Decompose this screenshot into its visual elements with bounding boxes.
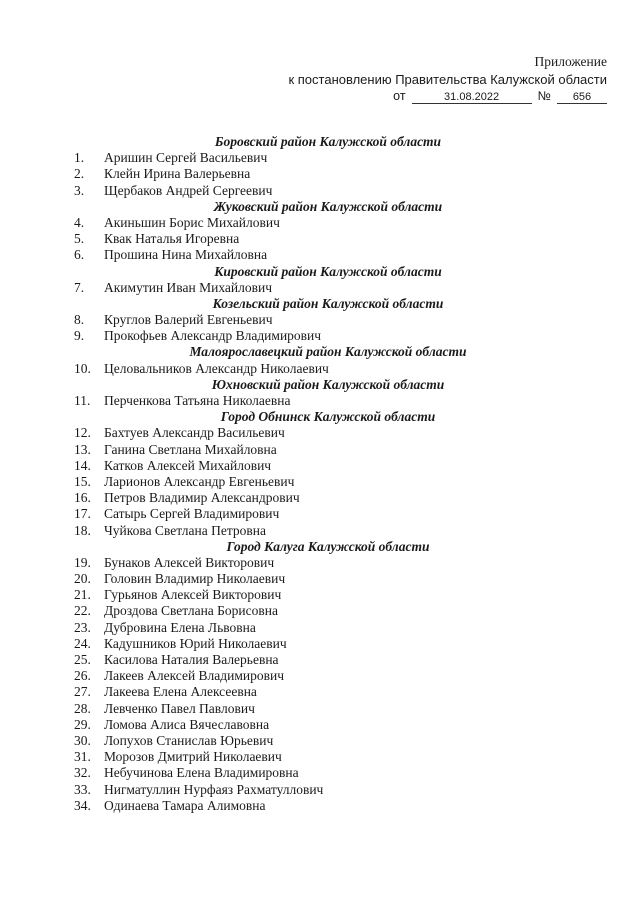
list-item xyxy=(0,620,640,636)
list-item xyxy=(0,603,640,619)
district-heading: Козельский район Калужской области xyxy=(212,295,444,311)
item-number: 34. xyxy=(74,797,91,813)
list-item xyxy=(0,668,640,684)
list-item xyxy=(0,571,640,587)
person-name: Ломова Алиса Вячеславовна xyxy=(104,716,270,732)
item-number: 15. xyxy=(74,473,91,489)
list-item xyxy=(0,425,640,441)
list-item xyxy=(0,312,640,328)
person-name: Петров Владимир Александрович xyxy=(104,490,300,506)
people-list xyxy=(0,134,640,814)
list-item xyxy=(0,166,640,182)
list-item xyxy=(0,458,640,474)
item-number: 18. xyxy=(74,522,91,538)
person-name: Акиньшин Борис Михайлович xyxy=(104,214,280,230)
person-name: Прошина Нина Михайловна xyxy=(104,247,268,263)
person-name: Перченкова Татьяна Николаевна xyxy=(104,393,291,408)
person-name: Чуйкова Светлана Петровна xyxy=(104,522,267,538)
district-heading: Боровский район Калужской области xyxy=(214,134,442,149)
list-item xyxy=(0,506,640,522)
item-number: 32. xyxy=(74,765,91,781)
person-name: Бунаков Алексей Викторович xyxy=(104,554,275,570)
item-number: 33. xyxy=(74,781,91,797)
list-item xyxy=(0,782,640,798)
item-number: 28. xyxy=(74,700,91,716)
item-number: 30. xyxy=(74,732,91,748)
person-name: Дроздова Светлана Борисовна xyxy=(104,603,278,619)
item-number: 5. xyxy=(74,231,85,247)
person-name: Целовальников Александр Николаевич xyxy=(104,360,329,376)
list-item xyxy=(0,765,640,781)
item-number: 20. xyxy=(74,571,91,587)
list-item xyxy=(0,361,640,377)
resolution-reference: к постановлению Правительства Калужской области xyxy=(288,72,607,87)
item-number: 6. xyxy=(74,247,85,263)
list-item xyxy=(0,701,640,717)
resolution-date-number xyxy=(393,88,607,104)
district-heading: Кировский район Калужской области xyxy=(214,263,442,279)
district-heading: Жуковский район Калужской области xyxy=(213,198,443,214)
item-number: 1. xyxy=(74,150,85,166)
list-item xyxy=(0,490,640,506)
list-item xyxy=(0,523,640,539)
person-name: Ганина Светлана Михайловна xyxy=(104,441,277,457)
from-label: от xyxy=(393,89,406,103)
item-number: 25. xyxy=(74,652,91,667)
resolution-number: 656 xyxy=(557,91,607,104)
item-number: 27. xyxy=(74,684,91,700)
resolution-date: 31.08.2022 xyxy=(412,91,532,104)
number-label: № xyxy=(537,89,551,103)
person-name: Небучинова Елена Владимировна xyxy=(104,765,299,781)
person-name: Аришин Сергей Васильевич xyxy=(104,150,268,166)
person-name: Одинаева Тамара Алимовна xyxy=(104,797,266,813)
list-item xyxy=(0,717,640,733)
list-item xyxy=(0,555,640,571)
list-item xyxy=(0,442,640,458)
person-name: Касилова Наталия Валерьевна xyxy=(104,652,279,667)
person-name: Клейн Ирина Валерьевна xyxy=(104,166,251,182)
person-name: Прокофьев Александр Владимирович xyxy=(104,328,322,344)
list-item xyxy=(0,733,640,749)
person-name: Бахтуев Александр Васильевич xyxy=(104,425,285,441)
list-item xyxy=(0,652,640,668)
list-item xyxy=(0,215,640,231)
item-number: 8. xyxy=(74,312,85,328)
list-item xyxy=(0,150,640,166)
list-item xyxy=(0,798,640,814)
item-number: 16. xyxy=(74,490,91,506)
person-name: Лакеев Алексей Владимирович xyxy=(104,668,285,684)
list-item xyxy=(0,749,640,765)
item-number: 14. xyxy=(74,457,91,473)
list-item xyxy=(0,247,640,263)
item-number: 13. xyxy=(74,441,91,457)
person-name: Катков Алексей Михайлович xyxy=(104,457,272,473)
person-name: Сатырь Сергей Владимирович xyxy=(104,506,280,522)
district-heading: Город Обнинск Калужской области xyxy=(220,409,436,425)
list-item xyxy=(0,474,640,490)
person-name: Щербаков Андрей Сергеевич xyxy=(104,182,273,198)
item-number: 29. xyxy=(74,716,91,732)
item-number: 26. xyxy=(74,668,91,684)
district-heading: Город Калуга Калужской области xyxy=(226,538,430,554)
person-name: Головин Владимир Николаевич xyxy=(104,571,286,587)
list-item xyxy=(0,393,640,409)
list-item xyxy=(0,328,640,344)
list-item xyxy=(0,231,640,247)
item-number: 7. xyxy=(74,279,85,295)
item-number: 12. xyxy=(74,425,91,441)
appendix-label: Приложение xyxy=(534,54,607,69)
item-number: 17. xyxy=(74,506,91,522)
item-number: 31. xyxy=(74,749,91,765)
person-name: Лопухов Станислав Юрьевич xyxy=(104,732,274,748)
person-name: Акимутин Иван Михайлович xyxy=(104,279,272,295)
item-number: 22. xyxy=(74,603,91,619)
person-name: Ларионов Александр Евгеньевич xyxy=(104,473,295,489)
district-heading: Юхновский район Калужской области xyxy=(211,376,445,392)
item-number: 11. xyxy=(74,393,91,408)
person-name: Круглов Валерий Евгеньевич xyxy=(104,312,273,328)
person-name: Морозов Дмитрий Николаевич xyxy=(104,749,282,765)
item-number: 4. xyxy=(74,214,85,230)
item-number: 3. xyxy=(74,182,85,198)
person-name: Кадушников Юрий Николаевич xyxy=(104,635,287,651)
list-item xyxy=(0,587,640,603)
person-name: Левченко Павел Павлович xyxy=(104,700,255,716)
list-item xyxy=(0,684,640,700)
item-number: 21. xyxy=(74,587,91,603)
item-number: 9. xyxy=(74,328,85,344)
district-heading: Малоярославецкий район Калужской области xyxy=(189,344,467,360)
list-item xyxy=(0,183,640,199)
person-name: Квак Наталья Игоревна xyxy=(104,231,240,247)
person-name: Нигматуллин Нурфаяз Рахматуллович xyxy=(104,781,324,797)
person-name: Дубровина Елена Львовна xyxy=(104,619,256,635)
person-name: Лакеева Елена Алексеевна xyxy=(104,684,257,700)
item-number: 2. xyxy=(74,166,85,182)
list-item xyxy=(0,636,640,652)
item-number: 19. xyxy=(74,554,91,570)
person-name: Гурьянов Алексей Викторович xyxy=(104,587,282,603)
list-item xyxy=(0,280,640,296)
item-number: 23. xyxy=(74,619,91,635)
item-number: 10. xyxy=(74,360,91,376)
item-number: 24. xyxy=(74,635,91,651)
